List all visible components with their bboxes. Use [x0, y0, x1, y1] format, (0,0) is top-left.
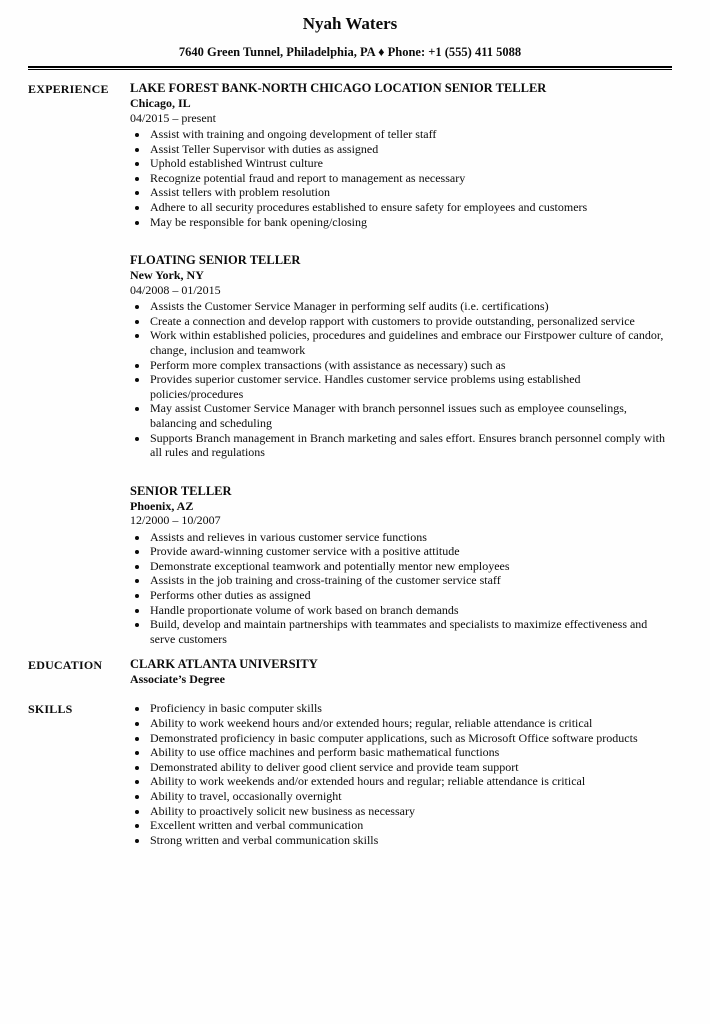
bullet-item: • Provides superior customer service. Handles customer service problems using established policies/procedures — [149, 372, 672, 401]
bullet-item: • Supports Branch management in Branch marketing and sales effort. Ensures branch personnel comply with all rules and regulations — [149, 431, 672, 460]
skills-content — [130, 701, 672, 847]
bullet-list — [130, 530, 672, 647]
section-education — [28, 657, 672, 687]
bullet-item: • Recognize potential fraud and report to management as necessary — [149, 171, 672, 186]
job-location: Phoenix, AZ — [130, 498, 194, 513]
experience-label: EXPERIENCE — [28, 82, 109, 96]
section-skills — [28, 701, 672, 847]
skills-list — [130, 701, 672, 847]
bullet-item: • Perform more complex transactions (with assistance as necessary) such as — [149, 358, 672, 373]
bullet-item: • May be responsible for bank opening/closing — [149, 215, 672, 230]
job-dates: 12/2000 – 10/2007 — [130, 513, 221, 528]
job-location: New York, NY — [130, 268, 204, 283]
bullet-item: • Handle proportionate volume of work based on branch demands — [149, 603, 672, 618]
bullet-item: • Performs other duties as assigned — [149, 588, 672, 603]
bullet-item: • Assists in the job training and cross-training of the customer service staff — [149, 573, 672, 588]
skill-item: • Proficiency in basic computer skills — [149, 701, 672, 716]
skill-item: • Demonstrated proficiency in basic computer applications, such as Microsoft Office software products — [149, 731, 672, 746]
contact-line: 7640 Green Tunnel, Philadelphia, PA ♦ Phone: +1 (555) 411 5088 — [178, 45, 522, 59]
job-location: Chicago, IL — [130, 96, 191, 110]
bullet-item: • Adhere to all security procedures established to ensure safety for employees and customers — [149, 200, 672, 215]
experience-content — [130, 81, 672, 646]
job-dates: 04/2008 – 01/2015 — [130, 282, 221, 297]
resume-header — [28, 13, 672, 70]
bullet-item: • Provide award-winning customer service with a positive attitude — [149, 544, 672, 559]
job-title: SENIOR TELLER — [130, 483, 232, 498]
skill-item: • Excellent written and verbal communication — [149, 818, 672, 833]
header-divider — [28, 66, 672, 70]
bullet-item: • Uphold established Wintrust culture — [149, 156, 672, 171]
bullet-item: • Build, develop and maintain partnerships with teammates and specialists to maximize effectiveness and serve customers — [149, 617, 672, 646]
skill-item: • Demonstrated ability to deliver good client service and provide team support — [149, 760, 672, 775]
bullet-list — [130, 299, 672, 460]
bullet-item: • Assists and relieves in various customer service functions — [149, 530, 672, 545]
bullet-item: • Assist with training and ongoing development of teller staff — [149, 127, 672, 142]
job-title: LAKE FOREST BANK-NORTH CHICAGO LOCATION SENIOR TELLER — [130, 81, 547, 95]
degree-name: Associate’s Degree — [130, 672, 225, 687]
section-experience — [28, 81, 672, 646]
education-label: EDUCATION — [28, 658, 103, 673]
job-title: FLOATING SENIOR TELLER — [130, 253, 301, 268]
bullet-list — [130, 127, 672, 229]
skill-item: • Strong written and verbal communication skills — [149, 833, 672, 848]
skill-item: • Ability to use office machines and perform basic mathematical functions — [149, 745, 672, 760]
skill-item: • Ability to proactively solicit new business as necessary — [149, 804, 672, 819]
bullet-item: • Assists the Customer Service Manager in performing self audits (i.e. certifications) — [149, 299, 672, 314]
skills-label: SKILLS — [28, 702, 73, 717]
education-content — [130, 657, 672, 687]
bullet-item: • Assist tellers with problem resolution — [149, 185, 672, 200]
job-dates: 04/2015 – present — [130, 110, 216, 125]
bullet-item: • Assist Teller Supervisor with duties as assigned — [149, 142, 672, 157]
school-name: CLARK ATLANTA UNIVERSITY — [130, 657, 318, 672]
job-entry — [130, 484, 672, 647]
skill-item: • Ability to work weekend hours and/or extended hours; regular, reliable attendance is critical — [149, 716, 672, 731]
job-entry — [130, 253, 672, 460]
bullet-item: • Work within established policies, procedures and guidelines and embrace our Firstpower culture of candor, change, inclusion and teamwork — [149, 328, 672, 357]
candidate-name: Nyah Waters — [302, 14, 398, 33]
skill-item: • Ability to work weekends and/or extended hours and regular; reliable attendance is critical — [149, 774, 672, 789]
bullet-item: • Create a connection and develop rapport with customers to provide outstanding, personalized service — [149, 314, 672, 329]
bullet-item: • Demonstrate exceptional teamwork and potentially mentor new employees — [149, 559, 672, 574]
skill-item: • Ability to travel, occasionally overnight — [149, 789, 672, 804]
bullet-item: • May assist Customer Service Manager with branch personnel issues such as employee counselings, balancing and scheduling — [149, 401, 672, 430]
job-entry — [130, 81, 672, 229]
